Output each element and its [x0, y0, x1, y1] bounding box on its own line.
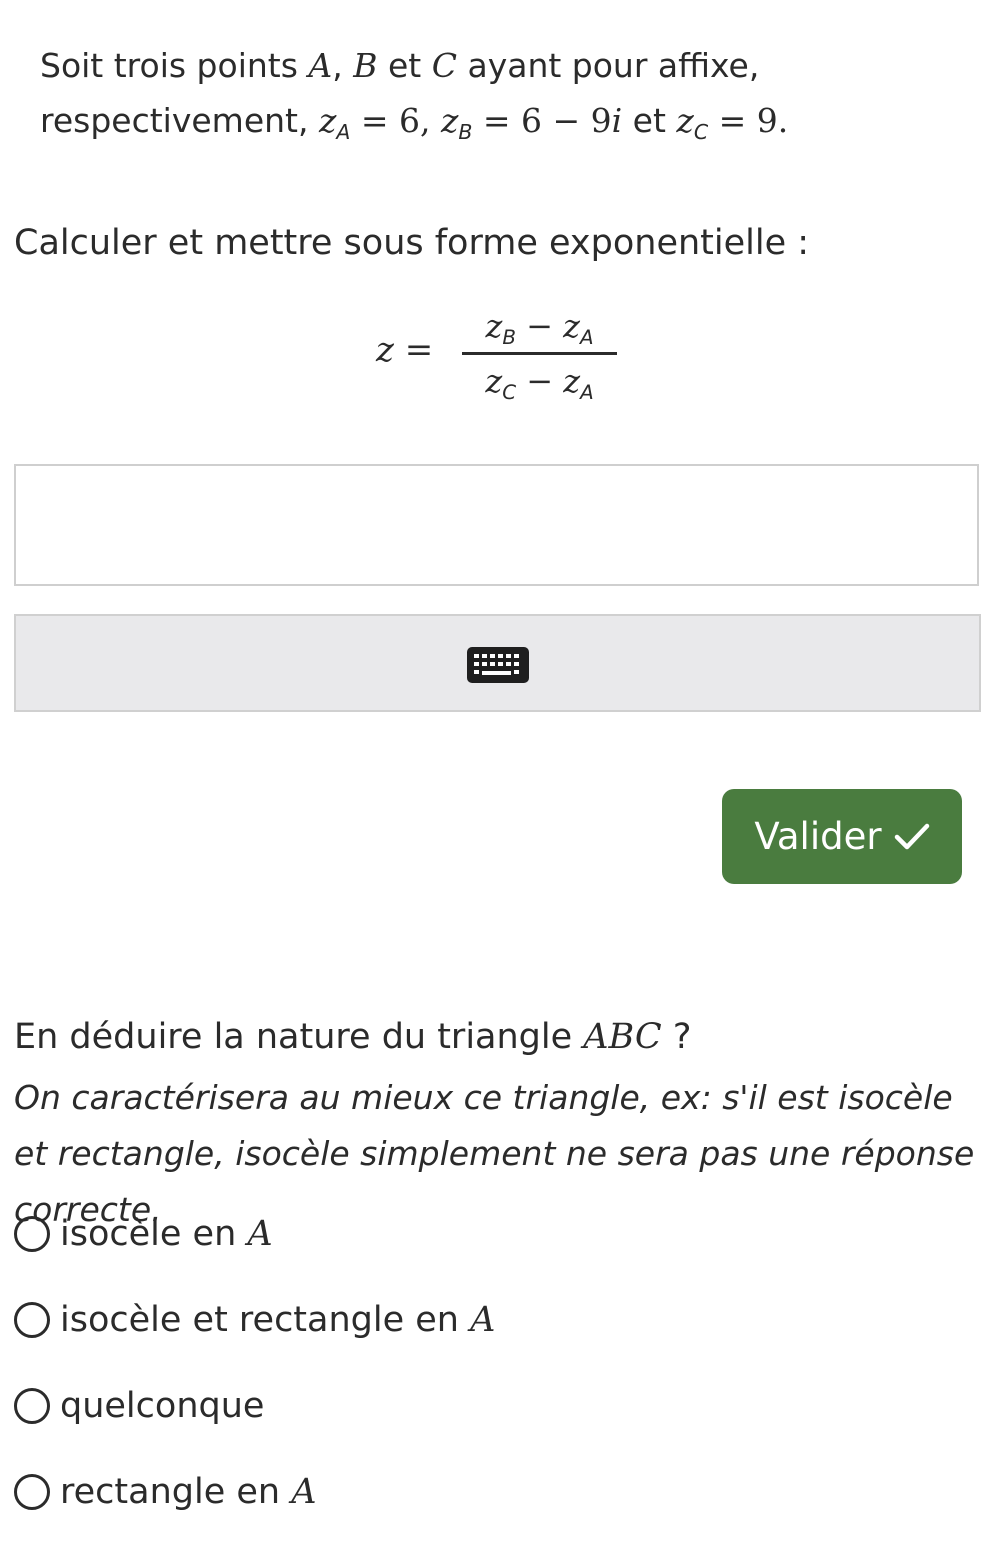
option-label: rectangle en	[60, 1472, 292, 1512]
radio-button[interactable]	[14, 1388, 50, 1424]
statement-text: ,	[332, 46, 354, 85]
formula-fraction	[462, 304, 617, 403]
affix-za-sub: A	[336, 120, 351, 145]
validate-button[interactable]	[722, 789, 962, 884]
option-math: A	[247, 1214, 273, 1254]
affix-zc: z	[676, 101, 694, 140]
imaginary-unit: i	[611, 101, 623, 140]
keyboard-icon[interactable]	[466, 646, 530, 684]
affix-zb-sub: B	[458, 120, 473, 145]
math-keyboard-toggle[interactable]	[14, 614, 981, 712]
affix-za-value: = 6,	[350, 101, 441, 140]
affix-zb-value: = 6 − 9	[472, 101, 612, 140]
question-2	[14, 1015, 691, 1059]
answer-input[interactable]	[14, 464, 979, 586]
statement-line-1	[40, 44, 759, 88]
affix-zb: z	[440, 101, 459, 140]
affix-zc-sub: C	[693, 120, 709, 145]
validate-label: Valider	[754, 815, 882, 858]
option-math: A	[291, 1472, 317, 1512]
instruction-text: Calculer et mettre sous forme exponentielle :	[14, 223, 810, 263]
formula-numerator: $z_B - z_A$	[485, 307, 594, 349]
formula-denominator: $z_C - z_A$	[485, 362, 594, 404]
fraction-bar	[462, 352, 617, 355]
point-c: C	[431, 46, 457, 85]
point-b: B	[353, 46, 378, 85]
question-2-hint: On caractérisera au mieux ce triangle, ex: s'il est isocèle et rectangle, isocèle simplement ne sera pas une réponse correcte.	[14, 1078, 975, 1229]
statement-text: ayant pour affixe,	[456, 46, 760, 85]
option-label: isocèle en	[60, 1214, 248, 1254]
statement-text: Soit trois points	[40, 46, 309, 85]
option-right-a[interactable]	[14, 1472, 316, 1512]
statement-text: et	[377, 46, 432, 85]
point-a: A	[308, 46, 333, 85]
triangle-name: ABC	[583, 1017, 662, 1057]
option-label: quelconque	[60, 1386, 265, 1426]
question-2-text: En déduire la nature du triangle	[14, 1017, 584, 1057]
radio-button[interactable]	[14, 1474, 50, 1510]
option-isoceles-a[interactable]	[14, 1214, 273, 1254]
statement-text: et	[622, 101, 677, 140]
formula-lhs: z =	[376, 330, 434, 370]
check-icon	[894, 822, 930, 852]
statement-line-2	[40, 99, 788, 154]
option-scalene[interactable]	[14, 1386, 264, 1426]
option-math: A	[470, 1300, 496, 1340]
affix-zc-value: = 9.	[708, 101, 789, 140]
affix-za: z	[318, 101, 337, 140]
statement-text: respectivement,	[40, 101, 319, 140]
radio-button[interactable]	[14, 1302, 50, 1338]
option-label: isocèle et rectangle en	[60, 1300, 471, 1340]
option-isoceles-right-a[interactable]	[14, 1300, 495, 1340]
radio-button[interactable]	[14, 1216, 50, 1252]
question-mark: ?	[661, 1017, 692, 1057]
formula	[370, 298, 630, 418]
